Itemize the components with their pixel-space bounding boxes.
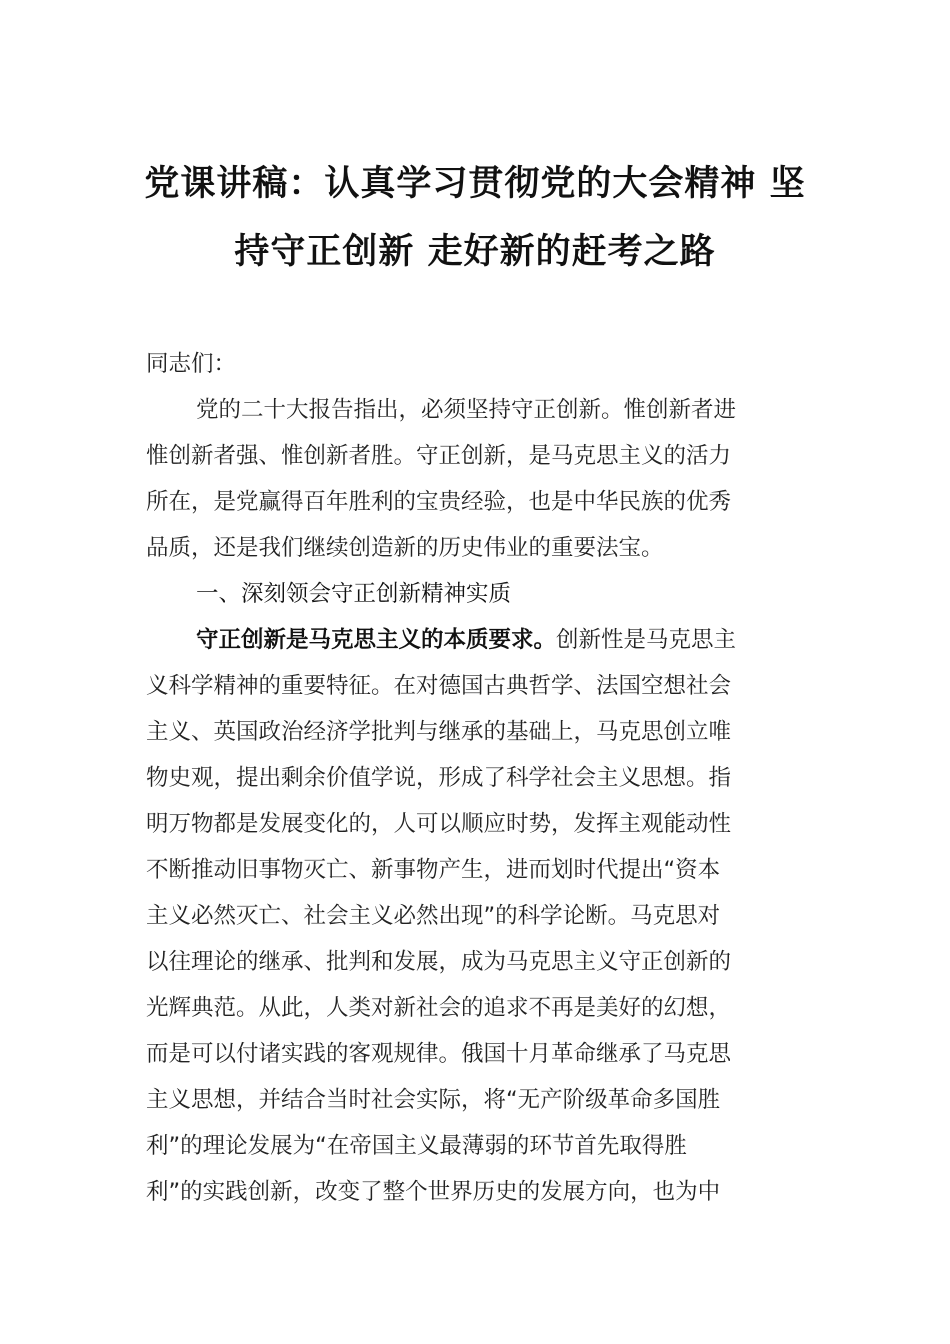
paragraph-line: 利”的实践创新，改变了整个世界历史的发展方向，也为中 <box>146 1179 721 1205</box>
title-line: 党课讲稿：认真学习贯彻党的大会精神 坚 <box>144 163 806 204</box>
paragraph <box>146 387 810 571</box>
paragraph <box>146 617 810 1215</box>
document-body <box>146 341 810 1215</box>
paragraph-line: 创新性是马克思主 <box>556 627 737 653</box>
paragraph-line: 主义思想，并结合当时社会实际，将“无产阶级革命多国胜 <box>146 1087 721 1113</box>
paragraph-line: 明万物都是发展变化的，人可以顺应时势，发挥主观能动性 <box>146 811 732 837</box>
document-title <box>100 150 850 286</box>
paragraph-line: 党的二十大报告指出，必须坚持守正创新。惟创新者进 <box>196 397 737 423</box>
paragraph-line: 光辉典范。从此，人类对新社会的追求不再是美好的幻想， <box>146 995 732 1021</box>
paragraph-first-line <box>146 617 810 663</box>
section-heading: 一、深刻领会守正创新精神实质 <box>196 581 512 607</box>
title-line: 持守正创新 走好新的赶考之路 <box>234 231 716 272</box>
paragraph-line: 义科学精神的重要特征。在对德国古典哲学、法国空想社会 <box>146 673 732 699</box>
paragraph-line: 以往理论的继承、批判和发展，成为马克思主义守正创新的 <box>146 949 732 975</box>
salutation: 同志们： <box>146 351 237 377</box>
paragraph-line: 品质，还是我们继续创造新的历史伟业的重要法宝。 <box>146 535 664 561</box>
paragraph-lead-sentence: 守正创新是马克思主义的本质要求。 <box>196 627 557 653</box>
paragraph-line: 主义、英国政治经济学批判与继承的基础上，马克思创立唯 <box>146 719 732 745</box>
paragraph-line: 主义必然灭亡、社会主义必然出现”的科学论断。马克思对 <box>146 903 721 929</box>
paragraph-line: 惟创新者强、惟创新者胜。守正创新，是马克思主义的活力 <box>146 443 732 469</box>
paragraph-line: 而是可以付诸实践的客观规律。俄国十月革命继承了马克思 <box>146 1041 732 1067</box>
paragraph-line: 物史观，提出剩余价值学说，形成了科学社会主义思想。指 <box>146 765 732 791</box>
paragraph-line: 利”的理论发展为“在帝国主义最薄弱的环节首先取得胜 <box>146 1133 687 1159</box>
paragraph-line: 不断推动旧事物灭亡、新事物产生，进而划时代提出“资本 <box>146 857 721 883</box>
paragraph-line: 所在，是党赢得百年胜利的宝贵经验，也是中华民族的优秀 <box>146 489 732 515</box>
